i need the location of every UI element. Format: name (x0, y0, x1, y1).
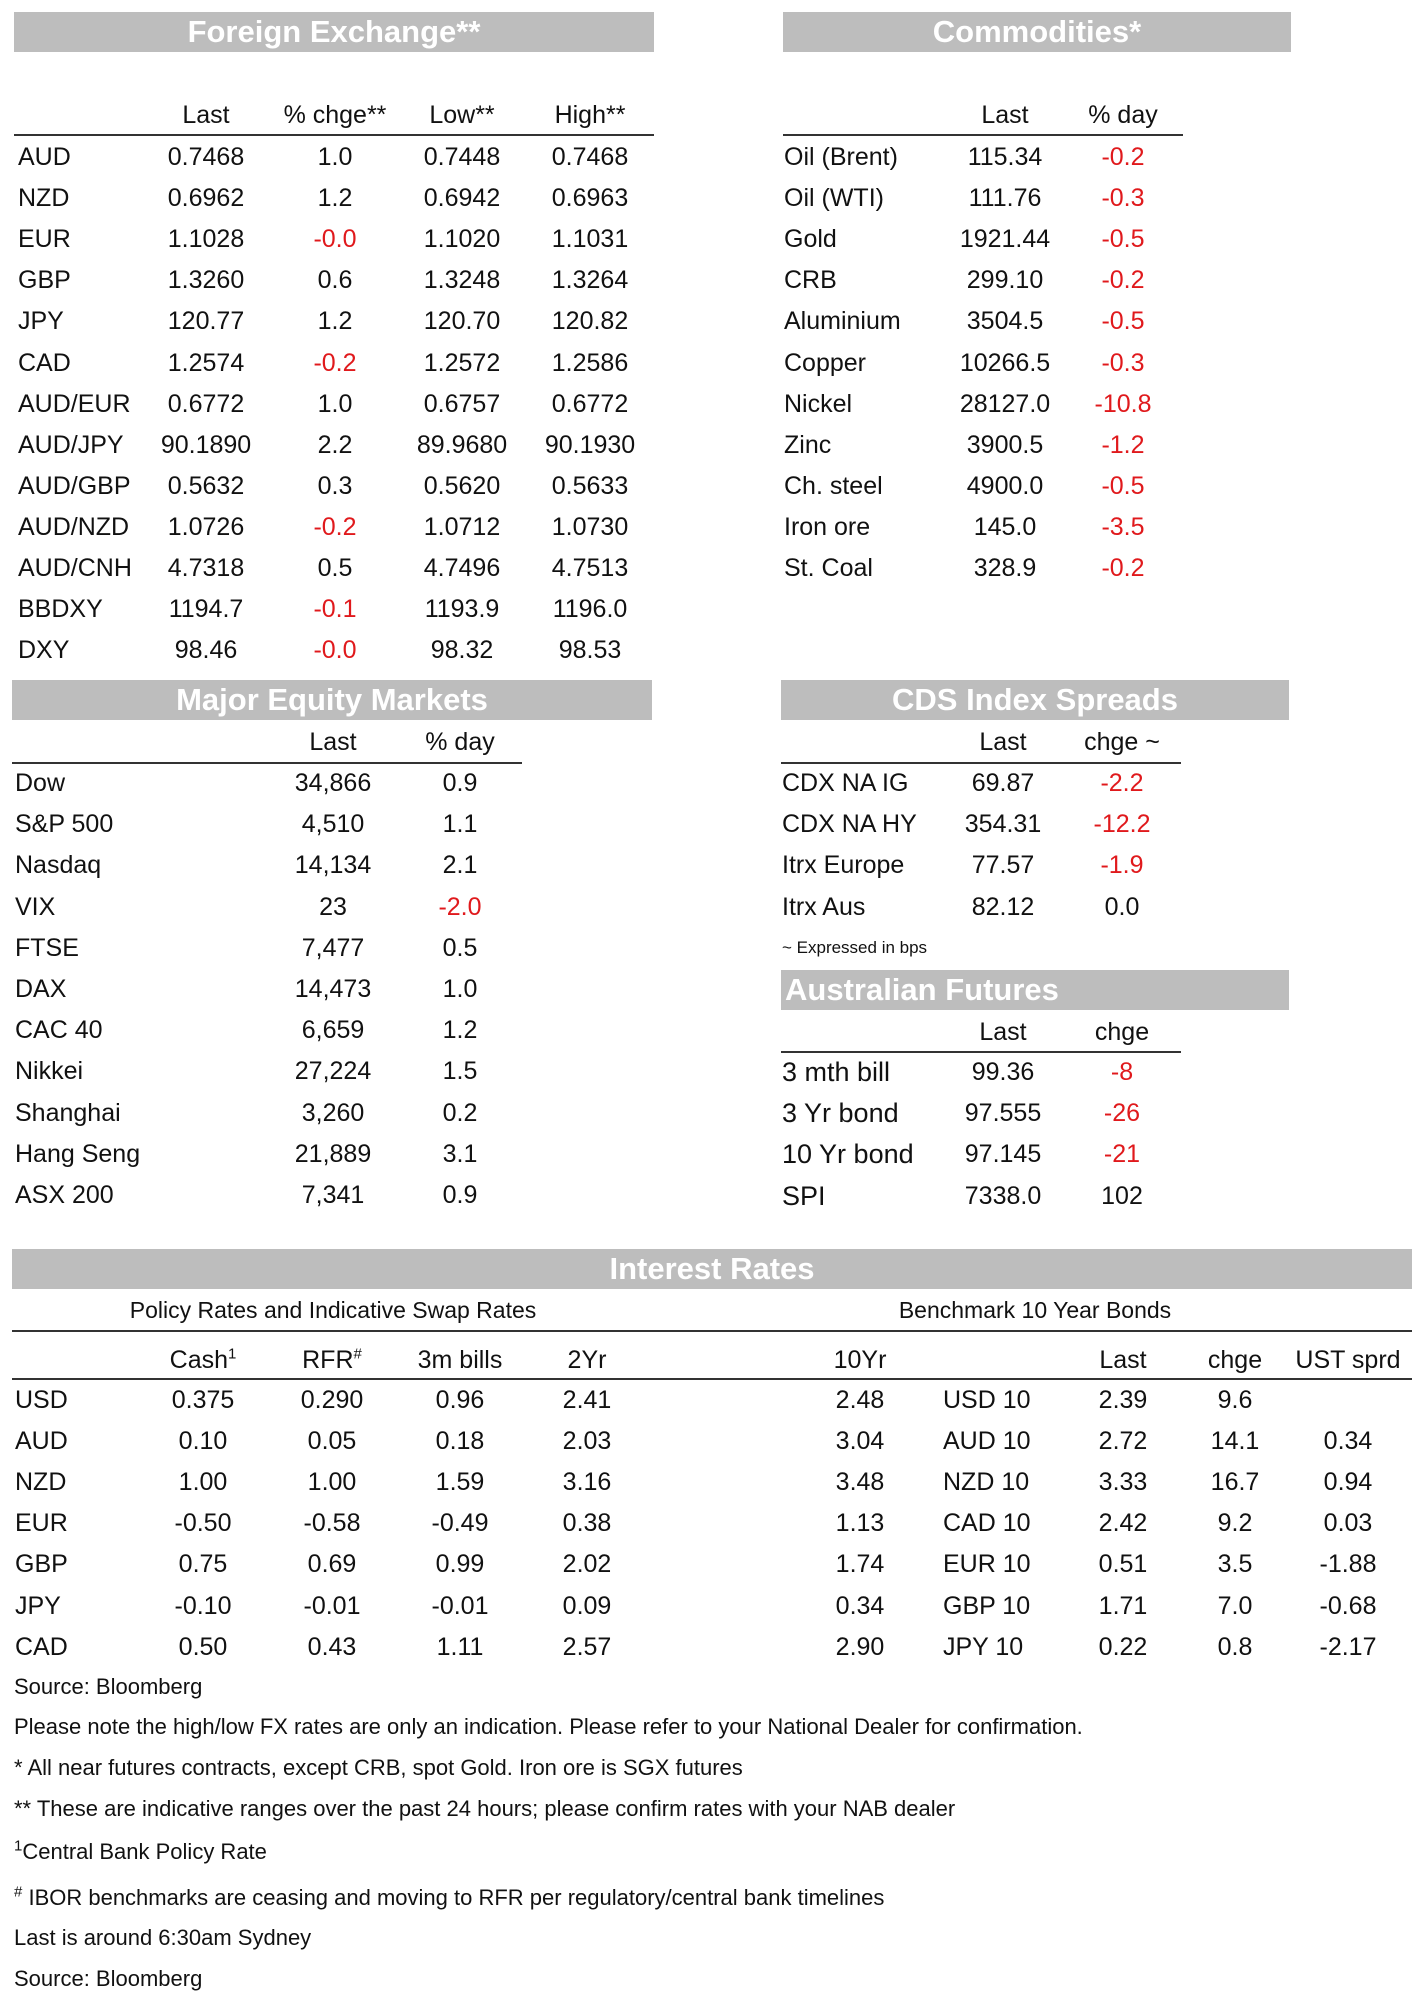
bond-ust-spread: 0.34 (1323, 1427, 1373, 1456)
commodity-change: -0.2 (1101, 266, 1145, 295)
fx-high: 98.53 (558, 636, 622, 665)
commodity-last: 115.34 (967, 143, 1043, 171)
rates-header-rfr: RFR# (302, 1345, 362, 1374)
cds-column-header: Last (979, 728, 1027, 756)
rates-3m-bills: 0.96 (435, 1386, 485, 1414)
fx-last: 0.7468 (167, 143, 245, 171)
bond-change: 9.6 (1217, 1386, 1253, 1414)
futures-label: 10 Yr bond (782, 1139, 914, 1170)
fx-row-label: EUR (18, 225, 71, 254)
commodity-label: Oil (Brent) (784, 143, 898, 171)
equity-label: VIX (15, 892, 56, 921)
bond-change: 3.5 (1217, 1550, 1253, 1579)
commodity-last: 3900.5 (966, 430, 1044, 459)
commodity-label: Iron ore (784, 512, 871, 541)
futures-label: SPI (782, 1180, 826, 1211)
futures-label: 3 mth bill (782, 1057, 891, 1087)
footnote-source-1: Source: Bloomberg (14, 1674, 203, 1699)
cds-note: ~ Expressed in bps (782, 938, 928, 957)
commodities-column-header: Last (981, 101, 1029, 129)
rates-10yr: 2.48 (835, 1386, 885, 1414)
commodity-label: Zinc (784, 430, 832, 459)
rates-header-cash: Cash$^1$ (169, 1345, 237, 1374)
commodity-last: 3504.5 (966, 307, 1044, 336)
fx-row-label: DXY (18, 636, 70, 665)
bond-label: GBP 10 (943, 1591, 1031, 1620)
commodity-change: -0.3 (1101, 184, 1145, 213)
rates-2yr: 0.38 (562, 1509, 612, 1538)
equity-change: 0.2 (442, 1098, 478, 1127)
bond-label: CAD 10 (943, 1509, 1031, 1538)
fx-last: 0.6772 (167, 389, 245, 418)
fx-high: 120.82 (551, 307, 629, 336)
futures-header: Australian Futures (781, 970, 1289, 1010)
fx-column-header: Low** (429, 101, 495, 129)
rates-header-2yr: 2Yr (567, 1346, 607, 1374)
fx-low: 1.0712 (423, 512, 501, 541)
rates-currency: NZD (15, 1468, 67, 1497)
equity-last: 7,477 (301, 933, 365, 962)
fx-last: 4.7318 (167, 554, 245, 582)
rates-cash: 0.75 (178, 1550, 228, 1579)
commodity-label: Copper (784, 348, 866, 377)
commodity-label: Ch. steel (784, 471, 883, 500)
commodity-change: -1.2 (1101, 430, 1145, 459)
fx-row-label: AUD/EUR (18, 389, 131, 418)
equity-change: 0.9 (442, 769, 478, 797)
equity-label: FTSE (15, 933, 79, 962)
fx-high: 4.7513 (551, 554, 629, 582)
fx-change: -0.1 (313, 595, 357, 624)
rates-3m-bills: -0.01 (431, 1591, 489, 1620)
fx-change: 0.6 (317, 266, 353, 295)
equity-last: 21,889 (294, 1139, 372, 1168)
commodity-last: 299.10 (966, 266, 1044, 295)
footnote-ranges: ** These are indicative ranges over the past 24 hours; please confirm rates with your NAB dealer (14, 1796, 956, 1821)
fx-column-header: High** (554, 101, 626, 129)
rates-2yr: 2.41 (562, 1386, 612, 1414)
cds-last: 82.12 (971, 892, 1035, 921)
cds-change: -12.2 (1093, 810, 1151, 839)
commodity-last: 10266.5 (959, 348, 1051, 377)
cds-last: 354.31 (964, 810, 1042, 839)
fx-row-label: AUD/CNH (18, 554, 132, 582)
fx-last: 0.6962 (167, 184, 245, 213)
equity-change: 1.5 (442, 1057, 478, 1086)
rates-10yr: 0.34 (835, 1591, 885, 1620)
fx-high: 0.6772 (551, 389, 629, 418)
bond-ust-spread: -1.88 (1319, 1550, 1377, 1579)
commodity-last: 4900.0 (966, 471, 1044, 500)
commodity-change: -0.5 (1101, 471, 1145, 500)
rates-rfr: 0.43 (307, 1632, 357, 1661)
fx-row-label: JPY (18, 307, 64, 336)
rates-2yr: 2.02 (562, 1550, 612, 1579)
cds-header: CDS Index Spreads (781, 680, 1289, 720)
fx-low: 1.3248 (423, 266, 501, 295)
fx-last: 90.1890 (160, 430, 252, 459)
fx-low: 1193.9 (424, 595, 500, 624)
equity-last: 27,224 (294, 1057, 372, 1086)
equity-change: 2.1 (442, 851, 478, 880)
cds-label: CDX NA HY (782, 810, 917, 839)
commodity-last: 145.0 (973, 512, 1037, 541)
benchmark-bonds-subtitle: Benchmark 10 Year Bonds (898, 1297, 1172, 1323)
fx-low: 98.32 (430, 636, 494, 665)
bond-ust-spread: 0.94 (1323, 1468, 1373, 1497)
fx-last: 1.1028 (167, 225, 245, 254)
equity-change: 1.2 (442, 1016, 478, 1045)
fx-row-label: AUD/GBP (18, 471, 131, 500)
rates-cash: 0.375 (171, 1386, 235, 1414)
equity-label: S&P 500 (15, 810, 114, 839)
equity-change: -2.0 (438, 892, 482, 921)
commodity-last: 28127.0 (959, 389, 1051, 418)
fx-high: 0.5633 (551, 471, 629, 500)
cds-header-rule (781, 762, 1181, 764)
commodity-label: Oil (WTI) (784, 184, 884, 213)
rates-2yr: 3.16 (562, 1468, 612, 1497)
equity-last: 23 (319, 892, 347, 921)
commodity-change: -0.3 (1101, 348, 1145, 377)
fx-last: 1.2574 (167, 348, 245, 377)
commodity-label: Gold (784, 225, 837, 254)
futures-last: 7338.0 (964, 1181, 1042, 1210)
rates-header: Interest Rates (12, 1249, 1412, 1289)
fx-low: 89.9680 (416, 430, 508, 459)
fx-row-label: AUD (18, 143, 71, 171)
footnote-central-bank: $^1$Central Bank Policy Rate (14, 1837, 267, 1864)
equity-label: CAC 40 (15, 1016, 103, 1045)
fx-low: 0.7448 (423, 143, 501, 171)
futures-column-header: Last (979, 1018, 1027, 1046)
fx-change: -0.0 (313, 636, 357, 665)
rates-3m-bills: 0.99 (435, 1550, 485, 1579)
fx-header-rule (14, 134, 654, 136)
rates-rfr: 0.69 (307, 1550, 357, 1579)
rates-header-bills: 3m bills (417, 1346, 503, 1374)
bond-label: AUD 10 (943, 1427, 1031, 1456)
rates-rfr: 1.00 (307, 1468, 357, 1497)
commodity-change: -10.8 (1094, 389, 1152, 418)
bond-ust-spread: -0.68 (1319, 1591, 1377, 1620)
commodities-column-header: % day (1088, 101, 1158, 129)
footnote-time: Last is around 6:30am Sydney (14, 1925, 312, 1950)
rates-rfr: -0.58 (303, 1509, 361, 1538)
equity-label: DAX (15, 975, 67, 1003)
bond-change: 9.2 (1217, 1509, 1253, 1538)
bond-label: JPY 10 (943, 1632, 1024, 1661)
commodities-header-rule (783, 134, 1183, 136)
fx-change: -0.0 (313, 225, 357, 254)
equity-label: Nasdaq (15, 851, 102, 880)
rates-10yr: 2.90 (835, 1632, 885, 1661)
fx-low: 1.1020 (423, 225, 501, 254)
rates-rfr: -0.01 (303, 1591, 361, 1620)
commodities-header: Commodities* (783, 12, 1291, 52)
fx-high: 0.7468 (551, 143, 629, 171)
fx-low: 0.6757 (423, 389, 501, 418)
fx-change: 1.0 (317, 143, 353, 171)
bond-label: USD 10 (943, 1386, 1031, 1414)
fx-row-label: GBP (18, 266, 71, 295)
equity-last: 4,510 (301, 810, 365, 839)
equity-column-header: Last (309, 728, 357, 756)
fx-last: 120.77 (167, 307, 245, 336)
futures-last: 99.36 (971, 1058, 1035, 1086)
equity-last: 34,866 (294, 769, 372, 797)
equity-last: 7,341 (301, 1181, 365, 1209)
fx-last: 0.5632 (167, 471, 245, 500)
cds-last: 77.57 (971, 851, 1035, 880)
bond-last: 0.22 (1098, 1632, 1148, 1661)
rates-cash: -0.50 (174, 1509, 232, 1538)
equity-label: Dow (15, 769, 66, 797)
bond-ust-spread: 0.03 (1323, 1509, 1373, 1538)
fx-row-label: AUD/NZD (18, 512, 130, 541)
commodity-label: Nickel (784, 389, 853, 418)
bond-last: 0.51 (1098, 1550, 1148, 1579)
rates-2yr: 2.03 (562, 1427, 612, 1456)
equity-last: 3,260 (301, 1098, 365, 1127)
footnote-ibor: # IBOR benchmarks are ceasing and moving to RFR per regulatory/central bank timelines (14, 1883, 885, 1910)
fx-change: 2.2 (317, 430, 353, 459)
equity-change: 3.1 (442, 1139, 478, 1168)
footnote-source-2: Source: Bloomberg (14, 1966, 203, 1991)
cds-label: CDX NA IG (782, 769, 909, 797)
rates-2yr: 0.09 (562, 1591, 612, 1620)
fx-change: 1.0 (317, 389, 353, 418)
rates-header-last: Last (1099, 1346, 1147, 1374)
equity-change: 1.0 (442, 975, 478, 1003)
fx-high: 90.1930 (544, 430, 636, 459)
rates-header-chge: chge (1207, 1346, 1263, 1374)
rates-3m-bills: -0.49 (431, 1509, 489, 1538)
commodity-last: 111.76 (968, 184, 1042, 213)
fx-row-label: AUD/JPY (18, 430, 124, 459)
bond-label: EUR 10 (943, 1550, 1031, 1579)
rates-cash: 1.00 (178, 1468, 228, 1497)
cds-label: Itrx Aus (782, 892, 866, 921)
fx-low: 1.2572 (423, 348, 501, 377)
equity-last: 14,134 (294, 851, 372, 880)
rates-3m-bills: 1.59 (435, 1468, 485, 1497)
fx-row-label: CAD (18, 348, 71, 377)
rates-3m-bills: 0.18 (435, 1427, 485, 1456)
futures-change: -26 (1103, 1099, 1141, 1128)
fx-row-label: NZD (18, 184, 70, 213)
commodity-change: -0.2 (1101, 554, 1145, 582)
rates-cash: 0.10 (178, 1427, 228, 1456)
cds-label: Itrx Europe (782, 851, 905, 880)
futures-label: 3 Yr bond (782, 1098, 899, 1129)
bond-change: 0.8 (1217, 1632, 1253, 1661)
bond-label: NZD 10 (943, 1468, 1030, 1497)
bond-last: 3.33 (1098, 1468, 1148, 1497)
fx-header: Foreign Exchange** (14, 12, 654, 52)
futures-change: 102 (1101, 1181, 1143, 1210)
rates-10yr: 3.04 (835, 1427, 885, 1456)
fx-change: 0.5 (317, 554, 353, 582)
fx-change: 1.2 (317, 307, 353, 336)
policy-rates-subtitle: Policy Rates and Indicative Swap Rates (129, 1297, 537, 1323)
rates-currency: AUD (15, 1427, 68, 1456)
rates-10yr: 1.74 (835, 1550, 885, 1579)
commodity-change: -3.5 (1101, 512, 1145, 541)
equity-change: 1.1 (442, 810, 478, 839)
cds-column-header: chge ~ (1084, 728, 1160, 756)
fx-last: 1194.7 (168, 595, 244, 624)
fx-high: 1.3264 (551, 266, 629, 295)
bond-ust-spread: -2.17 (1319, 1632, 1377, 1661)
equity-label: Hang Seng (15, 1139, 141, 1168)
rates-currency: JPY (15, 1591, 61, 1620)
commodity-change: -0.5 (1101, 225, 1145, 254)
fx-change: -0.2 (313, 512, 357, 541)
bond-last: 2.72 (1098, 1427, 1148, 1456)
futures-last: 97.555 (964, 1099, 1042, 1128)
equity-last: 14,473 (294, 975, 372, 1003)
fx-high: 1196.0 (552, 595, 628, 624)
futures-change: -21 (1103, 1140, 1141, 1169)
rates-rule-top (12, 1330, 1412, 1332)
fx-high: 1.1031 (551, 225, 629, 254)
rates-2yr: 2.57 (562, 1632, 612, 1661)
rates-10yr: 3.48 (835, 1468, 885, 1497)
fx-change: -0.2 (313, 348, 357, 377)
rates-header-ust: UST sprd (1295, 1346, 1401, 1374)
rates-rfr: 0.290 (300, 1386, 364, 1414)
cds-change: -2.2 (1100, 769, 1144, 797)
bond-last: 2.39 (1098, 1386, 1148, 1414)
fx-change: 0.3 (317, 471, 353, 500)
fx-row-label: BBDXY (18, 595, 103, 624)
equity-label: ASX 200 (15, 1181, 114, 1209)
commodity-label: CRB (784, 266, 837, 295)
rates-currency: EUR (15, 1509, 68, 1538)
commodity-change: -0.2 (1101, 143, 1145, 171)
equity-column-header: % day (425, 728, 495, 756)
cds-last: 69.87 (971, 769, 1035, 797)
rates-currency: CAD (15, 1632, 68, 1661)
equity-last: 6,659 (301, 1016, 365, 1045)
fx-low: 0.5620 (423, 471, 501, 500)
equity-header: Major Equity Markets (12, 680, 652, 720)
fx-column-header: Last (182, 101, 230, 129)
rates-10yr: 1.13 (835, 1509, 885, 1538)
fx-low: 120.70 (423, 307, 501, 336)
fx-last: 1.0726 (167, 512, 245, 541)
commodity-last: 328.9 (973, 554, 1037, 582)
rates-rule-header (12, 1378, 1412, 1380)
rates-rfr: 0.05 (307, 1427, 357, 1456)
commodity-change: -0.5 (1101, 307, 1145, 336)
fx-change: 1.2 (317, 184, 353, 213)
equity-label: Nikkei (15, 1057, 84, 1086)
rates-header-10yr: 10Yr (833, 1346, 887, 1374)
rates-cash: 0.50 (178, 1632, 228, 1661)
commodity-label: St. Coal (784, 554, 873, 582)
equity-header-rule (12, 762, 522, 764)
fx-high: 0.6963 (551, 184, 629, 213)
equity-change: 0.9 (442, 1181, 478, 1209)
bond-change: 7.0 (1217, 1591, 1253, 1620)
fx-last: 1.3260 (167, 266, 245, 295)
bond-change: 16.7 (1210, 1468, 1260, 1497)
footnote-fx: Please note the high/low FX rates are only an indication. Please refer to your National Dealer for confirmation. (14, 1714, 1083, 1739)
rates-3m-bills: 1.11 (436, 1632, 484, 1661)
futures-column-header: chge (1094, 1018, 1150, 1046)
commodity-label: Aluminium (784, 307, 901, 336)
fx-high: 1.0730 (551, 512, 629, 541)
cds-change: 0.0 (1104, 892, 1140, 921)
equity-change: 0.5 (442, 933, 478, 962)
footnote-futures: * All near futures contracts, except CRB, spot Gold. Iron ore is SGX futures (14, 1755, 743, 1780)
rates-currency: GBP (15, 1550, 68, 1579)
bond-change: 14.1 (1210, 1427, 1260, 1456)
commodity-last: 1921.44 (959, 225, 1051, 254)
futures-header-rule (781, 1051, 1181, 1053)
bond-last: 2.42 (1098, 1509, 1148, 1538)
bond-last: 1.71 (1098, 1591, 1148, 1620)
rates-cash: -0.10 (174, 1591, 232, 1620)
futures-change: -8 (1110, 1058, 1134, 1086)
fx-last: 98.46 (174, 636, 238, 665)
rates-currency: USD (15, 1386, 68, 1414)
cds-change: -1.9 (1100, 851, 1144, 880)
fx-low: 4.7496 (423, 554, 501, 582)
equity-label: Shanghai (15, 1098, 121, 1127)
fx-column-header: % chge** (283, 101, 387, 129)
fx-low: 0.6942 (423, 184, 501, 213)
fx-high: 1.2586 (551, 348, 629, 377)
futures-last: 97.145 (964, 1140, 1042, 1169)
